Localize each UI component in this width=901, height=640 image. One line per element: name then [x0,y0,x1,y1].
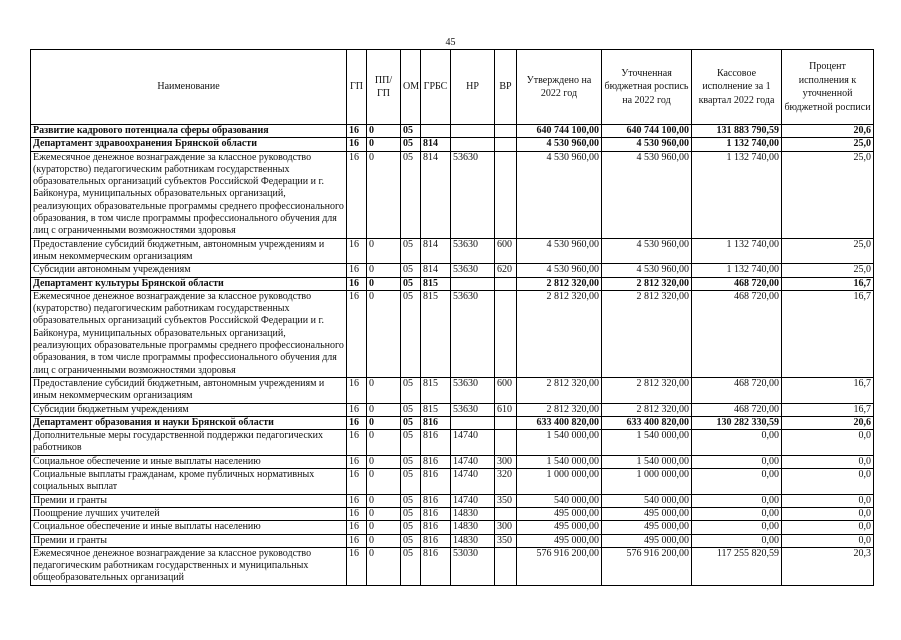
cell-gp: 16 [347,138,367,151]
column-header-name: Наименование [31,50,347,125]
cell-om: 05 [401,277,421,290]
cell-cash: 130 282 330,59 [692,416,782,429]
cell-name: Дополнительные меры государственной поддержки педагогических работников [31,430,347,456]
table-row [31,430,874,456]
table-row [31,534,874,547]
cell-grbs: 816 [421,455,451,468]
cell-grbs: 816 [421,507,451,520]
cell-vr [495,416,517,429]
cell-name: Социальное обеспечение и иные выплаты населению [31,521,347,534]
cell-om: 05 [401,403,421,416]
column-header-refined: Уточненная бюджетная роспись на 2022 год [602,50,692,125]
cell-nr [451,138,495,151]
cell-om: 05 [401,264,421,277]
cell-cash: 1 132 740,00 [692,138,782,151]
cell-name: Департамент образования и науки Брянской области [31,416,347,429]
cell-cash: 0,00 [692,469,782,495]
table-row [31,469,874,495]
cell-cash: 468 720,00 [692,290,782,377]
cell-om: 05 [401,151,421,238]
cell-cash: 131 883 790,59 [692,125,782,138]
cell-vr [495,277,517,290]
cell-nr: 14740 [451,469,495,495]
cell-ppgp: 0 [367,469,401,495]
column-header-grbs: ГРБС [421,50,451,125]
cell-nr: 53630 [451,264,495,277]
cell-nr: 14740 [451,455,495,468]
cell-gp: 16 [347,125,367,138]
cell-om: 05 [401,547,421,585]
cell-grbs: 814 [421,151,451,238]
cell-percent: 25,0 [782,138,874,151]
table-row [31,521,874,534]
cell-name: Департамент культуры Брянской области [31,277,347,290]
column-header-vr: ВР [495,50,517,125]
cell-gp: 16 [347,430,367,456]
cell-refined: 495 000,00 [602,507,692,520]
table-row [31,507,874,520]
cell-refined: 1 000 000,00 [602,469,692,495]
cell-cash: 0,00 [692,494,782,507]
table-body [31,125,874,586]
cell-om: 05 [401,290,421,377]
cell-grbs: 815 [421,290,451,377]
cell-percent: 25,0 [782,151,874,238]
column-header-om: ОМ [401,50,421,125]
table-row [31,238,874,264]
cell-approved: 4 530 960,00 [517,138,602,151]
cell-percent: 0,0 [782,469,874,495]
cell-approved: 1 000 000,00 [517,469,602,495]
cell-gp: 16 [347,521,367,534]
cell-name: Департамент здравоохранения Брянской области [31,138,347,151]
cell-approved: 495 000,00 [517,507,602,520]
cell-ppgp: 0 [367,534,401,547]
cell-percent: 16,7 [782,377,874,403]
cell-vr: 300 [495,455,517,468]
cell-nr: 14740 [451,430,495,456]
cell-nr: 53630 [451,403,495,416]
table-header-row [31,50,874,125]
cell-nr: 53630 [451,151,495,238]
cell-cash: 1 132 740,00 [692,264,782,277]
cell-ppgp: 0 [367,151,401,238]
cell-approved: 1 540 000,00 [517,455,602,468]
cell-grbs: 814 [421,138,451,151]
cell-gp: 16 [347,534,367,547]
cell-approved: 2 812 320,00 [517,403,602,416]
cell-refined: 540 000,00 [602,494,692,507]
table-row [31,264,874,277]
cell-cash: 0,00 [692,521,782,534]
cell-nr [451,125,495,138]
cell-cash: 468 720,00 [692,377,782,403]
cell-name: Ежемесячное денежное вознаграждение за классное руководство (кураторство) педагогическим работникам государственных образовательных организаций субъектов Российской Федерации и г. Байконура, муниципальных образовательных организаций, реализующих образовательные программы среднего профессионального образования, в том числе программы профессионального обучения для лиц с ограниченными возможностями здоровья [31,290,347,377]
cell-vr: 350 [495,494,517,507]
cell-grbs: 816 [421,430,451,456]
cell-percent: 0,0 [782,455,874,468]
cell-grbs: 815 [421,277,451,290]
table-row [31,290,874,377]
table-row [31,138,874,151]
table-row [31,416,874,429]
cell-cash: 0,00 [692,455,782,468]
cell-cash: 468 720,00 [692,403,782,416]
cell-ppgp: 0 [367,277,401,290]
cell-vr [495,151,517,238]
cell-gp: 16 [347,416,367,429]
cell-gp: 16 [347,151,367,238]
cell-percent: 25,0 [782,264,874,277]
cell-name: Социальные выплаты гражданам, кроме публичных нормативных социальных выплат [31,469,347,495]
cell-refined: 2 812 320,00 [602,290,692,377]
table-row [31,547,874,585]
cell-refined: 576 916 200,00 [602,547,692,585]
cell-percent: 16,7 [782,277,874,290]
cell-vr: 320 [495,469,517,495]
cell-vr [495,547,517,585]
cell-grbs: 815 [421,403,451,416]
cell-vr: 350 [495,534,517,547]
cell-refined: 633 400 820,00 [602,416,692,429]
cell-nr: 53030 [451,547,495,585]
cell-ppgp: 0 [367,138,401,151]
cell-refined: 640 744 100,00 [602,125,692,138]
cell-vr [495,138,517,151]
cell-om: 05 [401,521,421,534]
cell-refined: 2 812 320,00 [602,403,692,416]
cell-nr: 14830 [451,534,495,547]
cell-nr: 14740 [451,494,495,507]
cell-vr: 610 [495,403,517,416]
table-row [31,151,874,238]
cell-grbs: 814 [421,238,451,264]
cell-om: 05 [401,507,421,520]
cell-gp: 16 [347,277,367,290]
table-row [31,377,874,403]
cell-refined: 4 530 960,00 [602,264,692,277]
cell-percent: 16,7 [782,290,874,377]
cell-ppgp: 0 [367,290,401,377]
column-header-cash: Кассовое исполнение за 1 квартал 2022 года [692,50,782,125]
cell-nr [451,416,495,429]
column-header-percent: Процент исполнения к уточненной бюджетной росписи [782,50,874,125]
cell-refined: 2 812 320,00 [602,377,692,403]
cell-refined: 4 530 960,00 [602,138,692,151]
cell-om: 05 [401,125,421,138]
table-row [31,455,874,468]
cell-percent: 16,7 [782,403,874,416]
cell-om: 05 [401,138,421,151]
cell-vr [495,430,517,456]
cell-percent: 0,0 [782,534,874,547]
cell-vr [495,290,517,377]
cell-ppgp: 0 [367,377,401,403]
cell-om: 05 [401,416,421,429]
cell-refined: 1 540 000,00 [602,455,692,468]
cell-approved: 1 540 000,00 [517,430,602,456]
cell-ppgp: 0 [367,264,401,277]
cell-approved: 2 812 320,00 [517,290,602,377]
cell-percent: 20,3 [782,547,874,585]
cell-ppgp: 0 [367,547,401,585]
cell-approved: 540 000,00 [517,494,602,507]
cell-gp: 16 [347,469,367,495]
cell-name: Предоставление субсидий бюджетным, автономным учреждениям и иным некоммерческим организациям [31,377,347,403]
cell-refined: 1 540 000,00 [602,430,692,456]
cell-ppgp: 0 [367,403,401,416]
cell-approved: 4 530 960,00 [517,238,602,264]
cell-percent: 0,0 [782,521,874,534]
cell-ppgp: 0 [367,125,401,138]
cell-refined: 2 812 320,00 [602,277,692,290]
cell-ppgp: 0 [367,455,401,468]
cell-name: Премии и гранты [31,494,347,507]
cell-grbs [421,125,451,138]
column-header-ppgp: ПП/ГП [367,50,401,125]
cell-percent: 20,6 [782,125,874,138]
table-row [31,277,874,290]
cell-name: Поощрение лучших учителей [31,507,347,520]
cell-approved: 576 916 200,00 [517,547,602,585]
cell-vr [495,125,517,138]
cell-approved: 4 530 960,00 [517,264,602,277]
table-row [31,403,874,416]
cell-name: Социальное обеспечение и иные выплаты населению [31,455,347,468]
cell-om: 05 [401,377,421,403]
cell-gp: 16 [347,377,367,403]
cell-cash: 0,00 [692,534,782,547]
cell-ppgp: 0 [367,238,401,264]
cell-cash: 117 255 820,59 [692,547,782,585]
cell-refined: 4 530 960,00 [602,151,692,238]
cell-gp: 16 [347,238,367,264]
cell-gp: 16 [347,264,367,277]
cell-approved: 2 812 320,00 [517,377,602,403]
cell-vr: 300 [495,521,517,534]
cell-nr [451,277,495,290]
cell-nr: 53630 [451,238,495,264]
cell-name: Субсидии автономным учреждениям [31,264,347,277]
cell-approved: 495 000,00 [517,534,602,547]
cell-percent: 0,0 [782,430,874,456]
column-header-gp: ГП [347,50,367,125]
page-number: 45 [445,37,456,48]
cell-name: Предоставление субсидий бюджетным, автономным учреждениям и иным некоммерческим организациям [31,238,347,264]
cell-gp: 16 [347,290,367,377]
cell-name: Ежемесячное денежное вознаграждение за классное руководство педагогическим работникам государственных и муниципальных общеобразовательных организаций [31,547,347,585]
cell-name: Развитие кадрового потенциала сферы образования [31,125,347,138]
cell-name: Премии и гранты [31,534,347,547]
cell-grbs: 816 [421,416,451,429]
column-header-approved: Утверждено на 2022 год [517,50,602,125]
cell-approved: 640 744 100,00 [517,125,602,138]
cell-gp: 16 [347,547,367,585]
table-row [31,494,874,507]
cell-om: 05 [401,238,421,264]
cell-om: 05 [401,469,421,495]
cell-name: Ежемесячное денежное вознаграждение за классное руководство (кураторство) педагогическим работникам государственных образовательных организаций субъектов Российской Федерации и г. Байконура, муниципальных образовательных организаций, реализующих образовательные программы среднего профессионального образования, в том числе программы профессионального обучения для лиц с ограниченными возможностями здоровья [31,151,347,238]
cell-gp: 16 [347,403,367,416]
cell-refined: 4 530 960,00 [602,238,692,264]
cell-om: 05 [401,534,421,547]
cell-ppgp: 0 [367,494,401,507]
cell-vr: 600 [495,377,517,403]
cell-gp: 16 [347,455,367,468]
cell-approved: 633 400 820,00 [517,416,602,429]
cell-om: 05 [401,455,421,468]
cell-grbs: 816 [421,469,451,495]
cell-refined: 495 000,00 [602,521,692,534]
cell-grbs: 816 [421,521,451,534]
table-row [31,125,874,138]
cell-ppgp: 0 [367,430,401,456]
cell-cash: 0,00 [692,430,782,456]
budget-table [30,49,874,586]
cell-cash: 0,00 [692,507,782,520]
cell-approved: 495 000,00 [517,521,602,534]
cell-cash: 468 720,00 [692,277,782,290]
cell-percent: 25,0 [782,238,874,264]
cell-nr: 14830 [451,521,495,534]
cell-grbs: 816 [421,494,451,507]
cell-cash: 1 132 740,00 [692,238,782,264]
cell-nr: 14830 [451,507,495,520]
cell-vr: 600 [495,238,517,264]
cell-percent: 0,0 [782,507,874,520]
cell-grbs: 814 [421,264,451,277]
cell-grbs: 816 [421,534,451,547]
cell-percent: 0,0 [782,494,874,507]
cell-nr: 53630 [451,290,495,377]
cell-ppgp: 0 [367,416,401,429]
cell-vr: 620 [495,264,517,277]
cell-gp: 16 [347,494,367,507]
column-header-nr: НР [451,50,495,125]
cell-name: Субсидии бюджетным учреждениям [31,403,347,416]
cell-grbs: 816 [421,547,451,585]
cell-approved: 2 812 320,00 [517,277,602,290]
cell-ppgp: 0 [367,521,401,534]
cell-cash: 1 132 740,00 [692,151,782,238]
cell-vr [495,507,517,520]
cell-percent: 20,6 [782,416,874,429]
cell-refined: 495 000,00 [602,534,692,547]
cell-approved: 4 530 960,00 [517,151,602,238]
cell-om: 05 [401,430,421,456]
cell-om: 05 [401,494,421,507]
cell-nr: 53630 [451,377,495,403]
cell-gp: 16 [347,507,367,520]
cell-grbs: 815 [421,377,451,403]
cell-ppgp: 0 [367,507,401,520]
